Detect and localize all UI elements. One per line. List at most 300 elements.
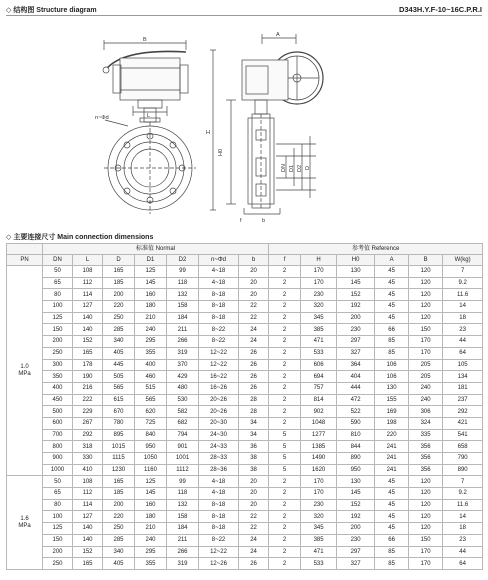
table-cell: 44 [443, 336, 483, 348]
table-cell: 118 [167, 277, 199, 289]
table-row [7, 558, 483, 570]
table-cell: 2 [269, 499, 301, 511]
table-cell: 181 [443, 382, 483, 394]
table-row [7, 464, 483, 476]
table-cell: 522 [337, 406, 375, 418]
table-cell: 5 [269, 453, 301, 465]
table-cell: 1050 [135, 453, 167, 465]
table-cell: 530 [167, 394, 199, 406]
table-cell: 405 [103, 347, 135, 359]
table-cell: 64 [443, 558, 483, 570]
table-cell: 211 [167, 324, 199, 336]
table-cell: 895 [103, 429, 135, 441]
table-cell: 471 [301, 336, 337, 348]
table-cell: 34 [239, 417, 269, 429]
column-header: H [301, 255, 337, 266]
table-row [7, 359, 483, 371]
table-cell: 902 [301, 406, 337, 418]
table-cell: 444 [337, 382, 375, 394]
table-cell: 8~22 [199, 336, 239, 348]
column-header: W(kg) [443, 255, 483, 266]
table-cell: 120 [409, 523, 443, 535]
table-cell: 901 [167, 441, 199, 453]
table-cell: 130 [337, 266, 375, 278]
table-cell: 11.6 [443, 289, 483, 301]
table-cell: 18 [443, 312, 483, 324]
table-cell: 26 [239, 347, 269, 359]
table-cell: 130 [375, 382, 409, 394]
page-header [6, 2, 482, 16]
table-cell: 230 [337, 324, 375, 336]
table-row [7, 534, 483, 546]
table-cell: 23 [443, 534, 483, 546]
table-cell: 2 [269, 347, 301, 359]
table-cell: 840 [135, 429, 167, 441]
column-header: f [269, 255, 301, 266]
table-cell: 890 [337, 453, 375, 465]
table-cell: 1230 [103, 464, 135, 476]
table-cell: 44 [443, 546, 483, 558]
table-cell: 5 [269, 464, 301, 476]
table-cell: 45 [375, 499, 409, 511]
table-cell: 108 [73, 476, 103, 488]
table-cell: 565 [103, 382, 135, 394]
table-cell: 694 [301, 371, 337, 383]
column-header: H0 [337, 255, 375, 266]
table-cell: 24~30 [199, 429, 239, 441]
column-header-row [7, 255, 483, 266]
table-cell: 2 [269, 534, 301, 546]
table-cell: 890 [443, 464, 483, 476]
table-cell: 565 [135, 394, 167, 406]
table-cell: 8~18 [199, 499, 239, 511]
table-cell: 5 [269, 429, 301, 441]
column-header: DN [43, 255, 73, 266]
table-cell: 757 [301, 382, 337, 394]
table-cell: 292 [73, 429, 103, 441]
table-cell: 364 [337, 359, 375, 371]
table-cell: 65 [43, 488, 73, 500]
table-cell: 158 [167, 301, 199, 313]
table-cell: 450 [43, 394, 73, 406]
table-cell: 9.2 [443, 488, 483, 500]
table-row [7, 417, 483, 429]
table-cell: 1490 [301, 453, 337, 465]
table-cell: 24 [239, 324, 269, 336]
table-cell: 205 [409, 359, 443, 371]
table-cell: 350 [43, 371, 73, 383]
table-cell: 45 [375, 312, 409, 324]
table-cell: 140 [73, 534, 103, 546]
table-cell: 533 [301, 558, 337, 570]
table-cell: 2 [269, 406, 301, 418]
table-cell: 99 [167, 266, 199, 278]
table-cell: 165 [103, 476, 135, 488]
table-cell: 429 [167, 371, 199, 383]
table-cell: 125 [43, 312, 73, 324]
dim-label-H0: H0 [218, 148, 224, 156]
table-cell: 2 [269, 359, 301, 371]
table-cell: 28~36 [199, 464, 239, 476]
table-cell: 7 [443, 266, 483, 278]
table-cell: 12~22 [199, 359, 239, 371]
table-cell: 250 [103, 523, 135, 535]
table-cell: 319 [167, 558, 199, 570]
table-cell: 8~22 [199, 534, 239, 546]
table-cell: 184 [167, 523, 199, 535]
table-cell: 471 [301, 546, 337, 558]
table-cell: 200 [43, 336, 73, 348]
table-cell: 120 [409, 289, 443, 301]
table-cell: 950 [337, 464, 375, 476]
table-row [7, 499, 483, 511]
table-cell: 200 [337, 312, 375, 324]
table-row [7, 406, 483, 418]
dim-label-D: D [305, 166, 311, 170]
table-cell: 12~26 [199, 558, 239, 570]
table-cell: 112 [73, 277, 103, 289]
table-cell: 36 [239, 441, 269, 453]
table-row [7, 476, 483, 488]
table-cell: 1001 [167, 453, 199, 465]
table-cell: 16~22 [199, 371, 239, 383]
table-cell: 266 [167, 336, 199, 348]
table-cell: 7 [443, 476, 483, 488]
table-cell: 170 [301, 277, 337, 289]
table-cell: 169 [375, 406, 409, 418]
table-cell: 230 [337, 534, 375, 546]
table-cell: 26 [239, 558, 269, 570]
header-spacer [7, 244, 43, 255]
table-row [7, 523, 483, 535]
table-cell: 345 [301, 312, 337, 324]
table-cell: 1115 [103, 453, 135, 465]
column-header: n~Φd [199, 255, 239, 266]
table-cell: 170 [301, 488, 337, 500]
table-cell: 2 [269, 277, 301, 289]
table-cell: 8~18 [199, 312, 239, 324]
table-cell: 1620 [301, 464, 337, 476]
table-cell: 45 [375, 511, 409, 523]
table-cell: 445 [103, 359, 135, 371]
table-cell: 45 [375, 289, 409, 301]
table-cell: 1160 [135, 464, 167, 476]
table-cell: 26 [239, 359, 269, 371]
table-cell: 240 [135, 324, 167, 336]
table-cell: 250 [43, 558, 73, 570]
table-cell: 184 [167, 312, 199, 324]
table-cell: 14 [443, 301, 483, 313]
table-cell: 515 [135, 382, 167, 394]
table-cell: 241 [375, 441, 409, 453]
table-cell: 220 [103, 511, 135, 523]
dim-label-H: H [206, 130, 210, 136]
table-cell: 8~18 [199, 523, 239, 535]
table-cell: 112 [73, 488, 103, 500]
dim-label-b: b [262, 218, 266, 224]
table-cell: 50 [43, 266, 73, 278]
table-cell: 222 [73, 394, 103, 406]
table-row [7, 511, 483, 523]
table-cell: 152 [73, 336, 103, 348]
table-cell: 345 [301, 523, 337, 535]
table-cell: 2 [269, 266, 301, 278]
table-cell: 120 [409, 312, 443, 324]
table-cell: 541 [443, 429, 483, 441]
table-cell: 120 [409, 266, 443, 278]
table-cell: 120 [409, 511, 443, 523]
table-cell: 2 [269, 382, 301, 394]
table-cell: 152 [337, 499, 375, 511]
table-cell: 155 [375, 394, 409, 406]
table-cell: 99 [167, 476, 199, 488]
table-cell: 1000 [43, 464, 73, 476]
table-cell: 211 [167, 534, 199, 546]
table-cell: 306 [409, 406, 443, 418]
table-cell: 20 [239, 476, 269, 488]
table-row [7, 277, 483, 289]
table-cell: 120 [409, 301, 443, 313]
table-cell: 45 [375, 266, 409, 278]
table-cell: 297 [337, 546, 375, 558]
column-header: D1 [135, 255, 167, 266]
table-cell: 460 [135, 371, 167, 383]
column-header: PN [7, 255, 43, 266]
table-cell: 185 [103, 277, 135, 289]
pn-cell: 1.0 MPa [7, 266, 43, 476]
table-cell: 150 [43, 324, 73, 336]
table-cell: 200 [103, 289, 135, 301]
table-cell: 158 [167, 511, 199, 523]
table-cell: 2 [269, 417, 301, 429]
table-cell: 240 [135, 534, 167, 546]
table-cell: 229 [73, 406, 103, 418]
table-cell: 327 [337, 347, 375, 359]
table-cell: 198 [375, 417, 409, 429]
table-cell: 210 [135, 523, 167, 535]
table-cell: 170 [301, 266, 337, 278]
table-cell: 190 [73, 371, 103, 383]
pn-cell: 1.6 MPa [7, 476, 43, 570]
dim-label-DN: DN [281, 164, 287, 172]
table-cell: 670 [103, 406, 135, 418]
table-cell: 24 [239, 336, 269, 348]
table-cell: 533 [301, 347, 337, 359]
table-cell: 2 [269, 523, 301, 535]
table-cell: 20~30 [199, 417, 239, 429]
table-cell: 318 [73, 441, 103, 453]
table-cell: 114 [73, 289, 103, 301]
table-cell: 160 [135, 289, 167, 301]
column-header: D [103, 255, 135, 266]
table-cell: 16~26 [199, 382, 239, 394]
table-cell: 700 [43, 429, 73, 441]
table-cell: 2 [269, 336, 301, 348]
table-cell: 8~22 [199, 324, 239, 336]
table-cell: 370 [167, 359, 199, 371]
column-header: D2 [167, 255, 199, 266]
table-cell: 180 [135, 301, 167, 313]
table-cell: 2 [269, 488, 301, 500]
table-cell: 295 [135, 336, 167, 348]
table-cell: 200 [43, 546, 73, 558]
table-cell: 100 [43, 301, 73, 313]
table-cell: 11.6 [443, 499, 483, 511]
table-cell: 658 [443, 441, 483, 453]
table-cell: 45 [375, 301, 409, 313]
table-row [7, 382, 483, 394]
table-cell: 38 [239, 464, 269, 476]
table-cell: 132 [167, 499, 199, 511]
dim-label-A: A [276, 32, 280, 38]
front-view [103, 40, 216, 214]
table-cell: 250 [43, 347, 73, 359]
table-cell: 1385 [301, 441, 337, 453]
table-cell: 385 [301, 534, 337, 546]
table-cell: 237 [443, 394, 483, 406]
table-cell: 134 [443, 371, 483, 383]
model-number: D343H.Y.F-10~16C.P.R.I [398, 5, 482, 14]
table-cell: 8~18 [199, 301, 239, 313]
table-cell: 152 [337, 289, 375, 301]
table-cell: 200 [103, 499, 135, 511]
table-cell: 725 [135, 417, 167, 429]
table-cell: 790 [443, 453, 483, 465]
table-cell: 20 [239, 266, 269, 278]
table-cell: 800 [43, 441, 73, 453]
dim-label-L: L [147, 113, 151, 119]
table-cell: 9.2 [443, 277, 483, 289]
table-cell: 18 [443, 523, 483, 535]
normal-group-header: 标准值 Normal [43, 244, 269, 255]
table-cell: 590 [337, 417, 375, 429]
structure-diagram [0, 18, 488, 228]
side-view [226, 34, 323, 214]
table-row [7, 546, 483, 558]
table-cell: 355 [135, 558, 167, 570]
dim-label-f: f [240, 218, 242, 224]
table-cell: 118 [167, 488, 199, 500]
table-row [7, 453, 483, 465]
table-cell: 285 [103, 534, 135, 546]
table-cell: 2 [269, 312, 301, 324]
table-row [7, 266, 483, 278]
table-cell: 66 [375, 324, 409, 336]
table-cell: 266 [167, 546, 199, 558]
table-cell: 20~26 [199, 406, 239, 418]
table-cell: 192 [337, 301, 375, 313]
table-cell: 22 [239, 312, 269, 324]
table-cell: 2 [269, 558, 301, 570]
table-cell: 65 [43, 277, 73, 289]
connection-dimensions-title: ◇ 主要连接尺寸 Main connection dimensions [6, 234, 154, 241]
table-cell: 125 [43, 523, 73, 535]
table-cell: 385 [301, 324, 337, 336]
table-cell: 340 [103, 336, 135, 348]
table-cell: 22 [239, 523, 269, 535]
table-cell: 220 [103, 301, 135, 313]
header-divider [6, 15, 482, 16]
reference-group-header: 参考值 Reference [269, 244, 483, 255]
table-cell: 178 [73, 359, 103, 371]
table-cell: 844 [337, 441, 375, 453]
table-cell: 85 [375, 546, 409, 558]
table-cell: 324 [409, 417, 443, 429]
table-cell: 38 [239, 453, 269, 465]
table-cell: 165 [73, 558, 103, 570]
table-cell: 356 [409, 453, 443, 465]
table-row [7, 347, 483, 359]
table-cell: 2 [269, 394, 301, 406]
table-cell: 356 [409, 464, 443, 476]
table-cell: 297 [337, 336, 375, 348]
table-cell: 20 [239, 289, 269, 301]
table-cell: 505 [103, 371, 135, 383]
table-cell: 292 [443, 406, 483, 418]
table-cell: 22 [239, 511, 269, 523]
table-cell: 4~18 [199, 266, 239, 278]
table-cell: 2 [269, 476, 301, 488]
table-cell: 160 [135, 499, 167, 511]
table-row [7, 441, 483, 453]
table-cell: 145 [337, 488, 375, 500]
table-cell: 85 [375, 347, 409, 359]
table-cell: 85 [375, 558, 409, 570]
table-row [7, 301, 483, 313]
column-header: A [375, 255, 409, 266]
table-cell: 45 [375, 488, 409, 500]
table-cell: 2 [269, 511, 301, 523]
table-cell: 327 [337, 558, 375, 570]
table-cell: 145 [337, 277, 375, 289]
table-cell: 45 [375, 476, 409, 488]
table-row [7, 312, 483, 324]
table-cell: 34 [239, 429, 269, 441]
table-cell: 45 [375, 523, 409, 535]
table-cell: 400 [135, 359, 167, 371]
table-cell: 170 [409, 336, 443, 348]
table-cell: 106 [375, 359, 409, 371]
table-cell: 165 [73, 347, 103, 359]
table-cell: 285 [103, 324, 135, 336]
table-cell: 192 [337, 511, 375, 523]
table-cell: 4~18 [199, 488, 239, 500]
dim-label-n-phi-d: n~Φd [95, 115, 109, 121]
table-cell: 23 [443, 324, 483, 336]
table-cell: 230 [301, 499, 337, 511]
table-cell: 120 [409, 488, 443, 500]
table-cell: 814 [301, 394, 337, 406]
table-cell: 120 [409, 277, 443, 289]
table-cell: 26 [239, 382, 269, 394]
table-cell: 950 [135, 441, 167, 453]
table-cell: 320 [301, 511, 337, 523]
table-cell: 205 [409, 371, 443, 383]
table-cell: 114 [73, 499, 103, 511]
table-cell: 216 [73, 382, 103, 394]
table-cell: 2 [269, 324, 301, 336]
table-cell: 794 [167, 429, 199, 441]
table-cell: 400 [43, 382, 73, 394]
table-cell: 200 [337, 523, 375, 535]
table-cell: 108 [73, 266, 103, 278]
column-header: B [409, 255, 443, 266]
table-cell: 5 [269, 441, 301, 453]
table-cell: 810 [337, 429, 375, 441]
table-cell: 330 [73, 453, 103, 465]
table-cell: 170 [301, 476, 337, 488]
table-cell: 780 [103, 417, 135, 429]
